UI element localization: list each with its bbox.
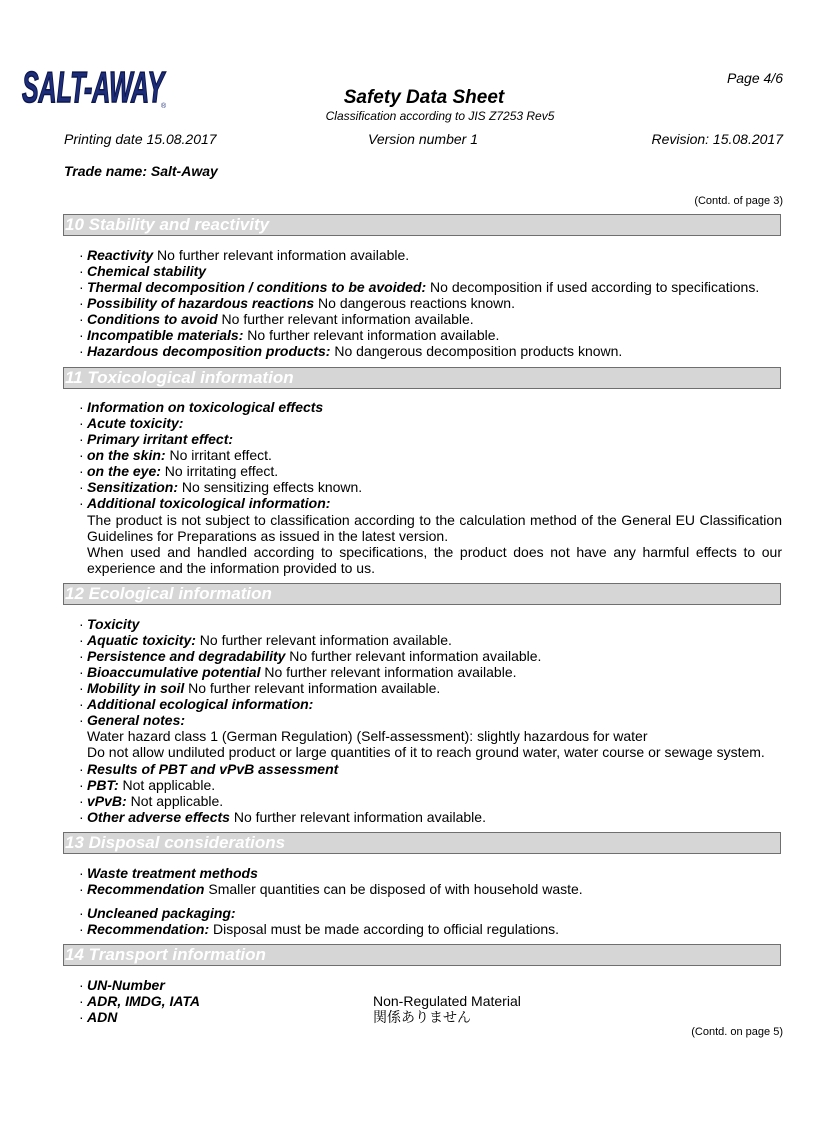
list-item bbox=[79, 295, 515, 311]
bullet: · bbox=[79, 680, 84, 696]
trade-name: Trade name: Salt-Away bbox=[64, 163, 218, 179]
bullet: · bbox=[79, 327, 84, 343]
item-label: Acute toxicity: bbox=[87, 415, 184, 431]
version-number: Version number 1 bbox=[368, 131, 478, 147]
item-label: Reactivity bbox=[87, 247, 154, 263]
bullet: · bbox=[79, 921, 84, 937]
item-label: UN-Number bbox=[87, 977, 165, 993]
bullet: · bbox=[79, 632, 84, 648]
bullet: · bbox=[79, 311, 84, 327]
svg-text:®: ® bbox=[161, 103, 167, 110]
bullet: · bbox=[79, 295, 84, 311]
list-item bbox=[79, 263, 206, 279]
item-text: Disposal must be made according to official regulations. bbox=[209, 921, 560, 937]
list-item bbox=[79, 431, 233, 447]
bullet: · bbox=[79, 712, 84, 728]
list-item bbox=[79, 809, 486, 825]
bullet: · bbox=[79, 793, 84, 809]
section-11-header: 11 Toxicological information bbox=[63, 367, 781, 389]
list-item bbox=[79, 399, 323, 415]
item-text: No further relevant information available. bbox=[217, 311, 474, 327]
item-label: Additional ecological information: bbox=[87, 696, 314, 712]
document-subtitle: Classification according to JIS Z7253 Rev5 bbox=[325, 109, 555, 123]
item-label: Toxicity bbox=[87, 616, 140, 632]
item-label: ADN bbox=[87, 1009, 118, 1025]
continued-on-note: (Contd. on page 5) bbox=[691, 1026, 783, 1038]
bullet: · bbox=[79, 696, 84, 712]
item-text: No further relevant information available. bbox=[184, 680, 441, 696]
bullet: · bbox=[79, 263, 84, 279]
item-text: No dangerous decomposition products known. bbox=[330, 343, 623, 359]
item-text: No sensitizing effects known. bbox=[178, 479, 363, 495]
svg-text:SALT-AWAY: SALT-AWAY bbox=[22, 63, 167, 112]
item-text: No further relevant information available. bbox=[285, 648, 542, 664]
bullet: · bbox=[79, 495, 84, 511]
item-label: Results of PBT and vPvB assessment bbox=[87, 761, 339, 777]
list-item bbox=[79, 279, 759, 295]
list-item bbox=[79, 881, 583, 897]
page-number: Page 4/6 bbox=[726, 70, 783, 86]
bullet: · bbox=[79, 1009, 84, 1025]
item-label: Information on toxicological effects bbox=[87, 399, 324, 415]
transport-value: Non-Regulated Material bbox=[373, 993, 521, 1009]
section-14-header: 14 Transport information bbox=[63, 944, 781, 966]
revision-date: Revision: 15.08.2017 bbox=[651, 131, 783, 147]
item-label: Recommendation: bbox=[87, 921, 210, 937]
item-text: No further relevant information available. bbox=[243, 327, 500, 343]
bullet: · bbox=[79, 463, 84, 479]
bullet: · bbox=[79, 809, 84, 825]
general-note-2: Do not allow undiluted product or large quantities of it to reach ground water, water course or sewage system. bbox=[87, 744, 765, 760]
list-item bbox=[79, 777, 215, 793]
item-text: No irritant effect. bbox=[165, 447, 272, 463]
item-label: vPvB: bbox=[87, 793, 127, 809]
list-item bbox=[79, 415, 183, 431]
item-text: Smaller quantities can be disposed of with household waste. bbox=[204, 881, 583, 897]
list-item bbox=[79, 696, 313, 712]
transport-value: 関係ありません bbox=[373, 1009, 471, 1025]
bullet: · bbox=[79, 881, 84, 897]
bullet: · bbox=[79, 865, 84, 881]
section-12-header: 12 Ecological information bbox=[63, 583, 781, 605]
item-label: Other adverse effects bbox=[87, 809, 230, 825]
list-item bbox=[79, 865, 258, 881]
bullet: · bbox=[79, 616, 84, 632]
list-item bbox=[79, 343, 622, 359]
item-text: No irritating effect. bbox=[160, 463, 279, 479]
bullet: · bbox=[79, 247, 84, 263]
item-label: Bioaccumulative potential bbox=[87, 664, 261, 680]
list-item bbox=[79, 495, 330, 511]
item-text: Not applicable. bbox=[118, 777, 216, 793]
item-label: Mobility in soil bbox=[87, 680, 185, 696]
list-item bbox=[79, 447, 272, 463]
item-label: Chemical stability bbox=[87, 263, 207, 279]
item-label: on the eye: bbox=[87, 463, 161, 479]
bullet: · bbox=[79, 648, 84, 664]
bullet: · bbox=[79, 431, 84, 447]
item-label: Incompatible materials: bbox=[87, 327, 244, 343]
bullet: · bbox=[79, 777, 84, 793]
bullet: · bbox=[79, 664, 84, 680]
item-label: Thermal decomposition / conditions to be avoided: bbox=[87, 279, 427, 295]
section-10-header: 10 Stability and reactivity bbox=[63, 214, 781, 236]
bullet: · bbox=[79, 343, 84, 359]
item-label: ADR, IMDG, IATA bbox=[87, 993, 201, 1009]
bullet: · bbox=[79, 415, 84, 431]
item-label: on the skin: bbox=[87, 447, 166, 463]
item-text: No dangerous reactions known. bbox=[314, 295, 515, 311]
toxicology-paragraph-1: The product is not subject to classification according to the calculation method of the General EU Classification Guidelines for Preparations as issued in the latest version. bbox=[87, 512, 782, 544]
item-text: No decomposition if used according to specifications. bbox=[426, 279, 760, 295]
bullet: · bbox=[79, 279, 84, 295]
item-text: No further relevant information available. bbox=[153, 247, 410, 263]
bullet: · bbox=[79, 905, 84, 921]
list-item bbox=[79, 664, 517, 680]
list-item bbox=[79, 793, 223, 809]
item-label: Possibility of hazardous reactions bbox=[87, 295, 315, 311]
printing-date: Printing date 15.08.2017 bbox=[64, 131, 217, 147]
item-label: Aquatic toxicity: bbox=[87, 632, 196, 648]
list-item bbox=[79, 680, 440, 696]
list-item bbox=[79, 247, 409, 263]
item-label: Uncleaned packaging: bbox=[87, 905, 236, 921]
list-item bbox=[79, 993, 200, 1009]
bullet: · bbox=[79, 993, 84, 1009]
bullet: · bbox=[79, 761, 84, 777]
list-item bbox=[79, 479, 362, 495]
item-label: Waste treatment methods bbox=[87, 865, 258, 881]
list-item bbox=[79, 648, 541, 664]
section-13-header: 13 Disposal considerations bbox=[63, 832, 781, 854]
list-item bbox=[79, 311, 474, 327]
general-note-1: Water hazard class 1 (German Regulation) (Self-assessment): slightly hazardous for water bbox=[87, 728, 648, 744]
list-item bbox=[79, 463, 278, 479]
bullet: · bbox=[79, 399, 84, 415]
bullet: · bbox=[79, 479, 84, 495]
item-label: Additional toxicological information: bbox=[87, 495, 331, 511]
list-item bbox=[79, 616, 139, 632]
item-label: PBT: bbox=[87, 777, 119, 793]
item-label: Primary irritant effect: bbox=[87, 431, 234, 447]
item-text: No further relevant information available. bbox=[229, 809, 486, 825]
bullet: · bbox=[79, 447, 84, 463]
list-item bbox=[79, 921, 559, 937]
item-text: No further relevant information available. bbox=[260, 664, 517, 680]
document-title: Safety Data Sheet bbox=[343, 87, 505, 108]
list-item bbox=[79, 977, 165, 993]
list-item bbox=[79, 327, 499, 343]
item-label: Persistence and degradability bbox=[87, 648, 286, 664]
list-item bbox=[79, 632, 452, 648]
item-label: Sensitization: bbox=[87, 479, 179, 495]
bullet: · bbox=[79, 977, 84, 993]
list-item bbox=[79, 1009, 117, 1025]
item-text: No further relevant information available. bbox=[195, 632, 452, 648]
list-item bbox=[79, 761, 338, 777]
toxicology-paragraph-2: When used and handled according to specifications, the product does not have any harmful effects to our experience and the information provided to us. bbox=[87, 544, 782, 576]
list-item bbox=[79, 905, 236, 921]
list-item bbox=[79, 712, 185, 728]
item-label: Hazardous decomposition products: bbox=[87, 343, 331, 359]
item-text: Not applicable. bbox=[126, 793, 224, 809]
item-label: General notes: bbox=[87, 712, 186, 728]
item-label: Conditions to avoid bbox=[87, 311, 218, 327]
item-label: Recommendation bbox=[87, 881, 205, 897]
continued-from-note: (Contd. of page 3) bbox=[694, 195, 783, 207]
